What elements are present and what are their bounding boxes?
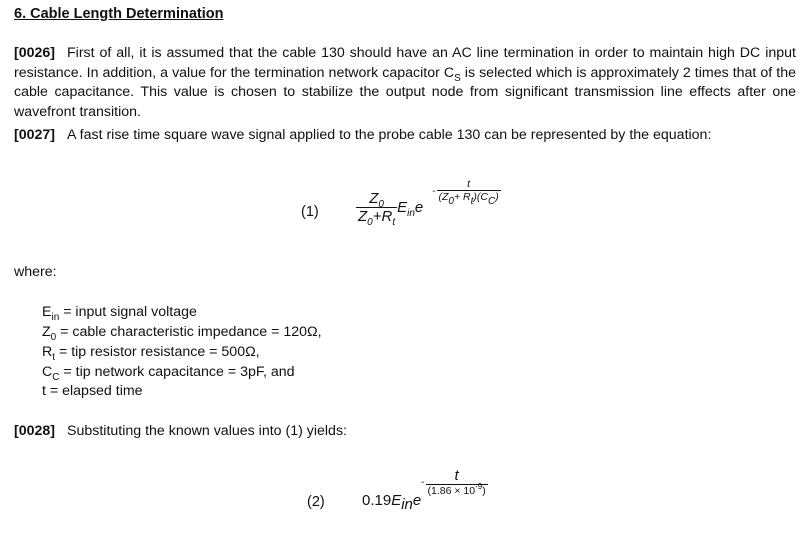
exp-den-close: ) — [482, 485, 486, 497]
symbol-exp-e: e — [414, 199, 424, 216]
subscript: 0 — [367, 217, 373, 228]
paragraph-number: [0027] — [14, 127, 56, 143]
exponent-denominator — [426, 484, 488, 497]
minus-sign: - — [432, 184, 436, 197]
definition-text: = cable characteristic impedance = 120Ω, — [56, 324, 322, 340]
subscript: 0 — [378, 199, 384, 210]
symbol-plus-r: +R — [372, 208, 393, 225]
paragraph-number: [0026] — [14, 45, 56, 61]
superscript: -9 — [475, 482, 483, 491]
definition-text: = elapsed time — [45, 383, 143, 399]
symbol: Z — [42, 324, 51, 340]
subscript: C — [52, 372, 60, 383]
symbol: E — [42, 304, 52, 320]
exp-den-c: )(C — [473, 191, 488, 203]
symbol: R — [42, 344, 53, 360]
definition-text: = input signal voltage — [59, 304, 197, 320]
paragraph-0028 — [14, 422, 796, 442]
paragraph-text: Substituting the known values into (1) yields: — [67, 423, 347, 439]
exponent-numerator: t — [454, 467, 459, 484]
symbol: t — [42, 383, 46, 399]
exp-den-close: ) — [495, 191, 499, 203]
equation-1-fraction — [356, 190, 397, 228]
paragraph-0026 — [14, 44, 796, 122]
equation-2-label: (2) — [307, 494, 325, 510]
subscript: 0 — [50, 332, 57, 343]
definition-item — [42, 343, 260, 363]
definition-item — [42, 382, 143, 402]
definition-text: = tip network capacitance = 3pF, and — [59, 364, 295, 380]
paragraph-number: [0028] — [14, 423, 56, 439]
where-label: where: — [14, 264, 57, 280]
subscript: in — [401, 496, 413, 513]
symbol: C — [42, 364, 53, 380]
equation-2-exponent — [421, 467, 488, 497]
definition-item — [42, 363, 295, 383]
coefficient: 0.19 — [362, 492, 392, 509]
definition-item — [42, 323, 322, 343]
subscript: S — [454, 72, 461, 84]
subscript: t — [52, 352, 56, 363]
section-heading: 6. Cable Length Determination — [14, 6, 224, 22]
symbol-z: Z — [369, 190, 379, 207]
equation-1-exponent — [432, 178, 501, 207]
paragraph-0027 — [14, 126, 796, 146]
subscript: in — [51, 312, 60, 323]
definition-item — [42, 303, 197, 323]
exponent-denominator — [437, 190, 501, 207]
equation-2 — [362, 492, 422, 513]
subscript: t — [392, 217, 396, 228]
exp-den-r: + R — [453, 191, 471, 203]
subscript: t — [470, 196, 474, 207]
equation-1 — [356, 190, 424, 228]
equation-1-label: (1) — [301, 204, 319, 220]
subscript: in — [407, 208, 415, 219]
exponent-numerator: t — [467, 178, 471, 190]
subscript: 0 — [448, 196, 454, 207]
symbol-exp-e: e — [412, 492, 422, 509]
exp-den-z: (Z — [438, 191, 449, 203]
paragraph-text-continued: is selected which is approximately 2 times that of the cable capacitance. This value is chosen to stabilize the output node from significant transmission line effects after one wavefront transition. — [14, 64, 796, 120]
exp-den-value: (1.86 × 10 — [427, 485, 476, 497]
symbol-z: Z — [358, 208, 368, 225]
definition-text: = tip resistor resistance = 500Ω, — [55, 344, 260, 360]
paragraph-text: First of all, it is assumed that the cable 130 should have an AC line termination in order to maintain high DC input resistance. In addition, a value for the termination network capacitor C — [14, 45, 796, 81]
subscript: C — [487, 196, 496, 207]
symbol-e-in: E — [391, 492, 402, 509]
minus-sign: - — [421, 476, 425, 488]
symbol-e-in: E — [397, 199, 408, 216]
paragraph-text: A fast rise time square wave signal applied to the probe cable 130 can be represented by the equation: — [67, 127, 712, 143]
